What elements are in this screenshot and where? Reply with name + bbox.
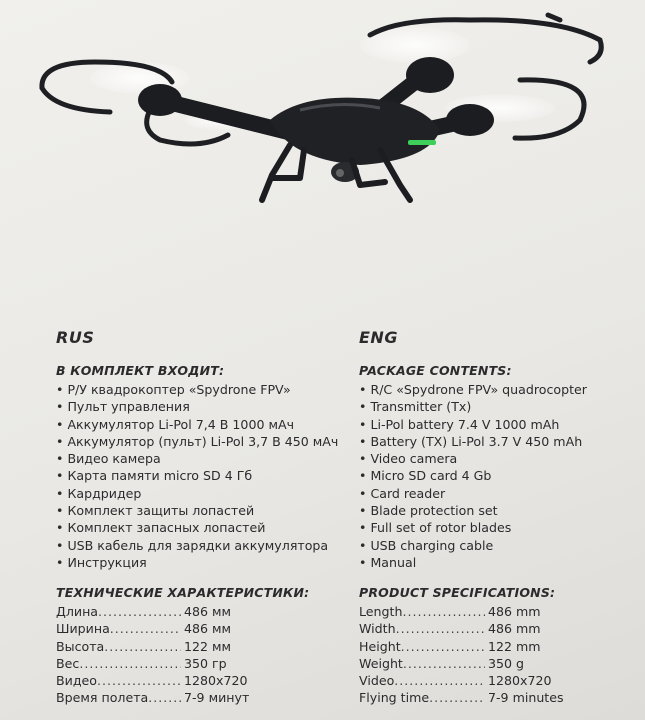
list-item: • Blade protection set [359,502,645,519]
led-light [408,140,436,145]
list-item: • Battery (TX) Li-Pol 3.7 V 450 mAh [359,433,645,450]
spec-label: Height [359,638,401,654]
spec-label: Video [359,673,395,689]
spec-row [359,655,645,672]
list-item: • Full set of rotor blades [359,519,645,536]
package-title-rus: В КОМПЛЕКТ ВХОДИТ: [56,363,225,378]
spec-row [56,655,346,672]
list-item: • Р/У квадрокоптер «Spydrone FPV» [56,381,346,398]
list-item: • Card reader [359,485,645,502]
spec-row [359,603,645,620]
spec-label: Вес [56,655,80,671]
spec-value: 122 мм [184,638,232,654]
spec-label: Длина [56,604,99,620]
spec-value: 486 мм [184,604,232,620]
specs-title-eng: PRODUCT SPECIFICATIONS: [359,585,556,601]
list-item: • Видео камера [56,450,346,467]
motor [138,84,182,116]
spec-row [359,672,645,689]
spec-label: Время полета [56,690,149,706]
motor [406,57,454,93]
specs-title-rus: ТЕХНИЧЕСКИЕ ХАРАКТЕРИСТИКИ: [56,585,310,601]
spec-value: 1280x720 [184,673,248,689]
list-item: • Пульт управления [56,398,346,415]
package-title-eng: PACKAGE CONTENTS: [359,363,512,378]
lang-heading-eng: ENG [359,328,398,347]
eng-column [359,328,645,706]
spec-row [56,672,346,689]
lang-heading-rus: RUS [56,328,95,347]
list-item: • Micro SD card 4 Gb [359,467,645,484]
list-item: • Li-Pol battery 7.4 V 1000 mAh [359,416,645,433]
spec-label: Flying time [359,690,430,706]
list-item: • Manual [359,554,645,571]
list-item: • Аккумулятор Li-Pol 7,4 В 1000 мАч [56,416,346,433]
spec-value: 7-9 minutes [488,690,564,706]
list-item: • USB кабель для зарядки аккумулятора [56,537,346,554]
spec-label: Высота [56,638,105,654]
spec-value: 350 гр [184,655,227,671]
spec-label: Length [359,604,403,620]
spec-value: 350 g [488,655,525,671]
spec-value: 7-9 минут [184,690,250,706]
landing-gear [262,145,304,200]
list-item: • Transmitter (Tx) [359,398,645,415]
list-item: • Аккумулятор (пульт) Li-Pol 3,7 В 450 мАч [56,433,346,450]
spec-row [56,620,346,637]
spec-row [56,603,346,620]
specs-table-rus [56,603,346,706]
spec-value: 486 mm [488,621,541,637]
package-list-eng [359,381,645,571]
list-item: • Комплект защиты лопастей [56,502,346,519]
spec-row [359,638,645,655]
spec-label: Видео [56,673,97,689]
rus-column [56,328,346,706]
spec-value: 122 mm [488,638,541,654]
spec-value: 486 мм [184,621,232,637]
spec-row [359,689,645,706]
prop-guard [42,88,110,112]
list-item: • Кардридер [56,485,346,502]
spec-value: 486 mm [488,604,541,620]
spec-row [56,689,346,706]
list-item: • Video camera [359,450,645,467]
spec-label: Weight [359,655,403,671]
list-item: • USB charging cable [359,537,645,554]
list-item: • Карта памяти micro SD 4 Гб [56,467,346,484]
specs-table-eng [359,603,645,706]
spec-row [359,620,645,637]
drone-body [270,98,440,165]
list-item: • R/C «Spydrone FPV» quadrocopter [359,381,645,398]
drone-photo [0,0,645,320]
motor [446,104,494,136]
spec-label: Ширина [56,621,110,637]
spec-row [56,638,346,655]
list-item: • Комплект запасных лопастей [56,519,346,536]
spec-value: 1280x720 [488,673,552,689]
list-item: • Инструкция [56,554,346,571]
prop-guard [548,15,560,20]
spec-label: Width [359,621,396,637]
package-list-rus [56,381,346,571]
